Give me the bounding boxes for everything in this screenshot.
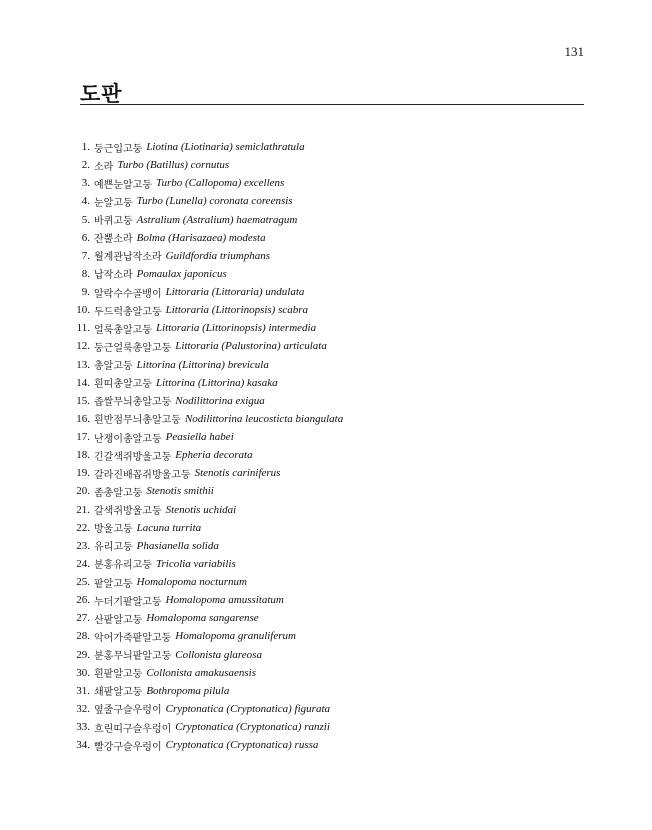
scientific-name: Epheria decorata xyxy=(175,449,253,462)
heading-rule xyxy=(80,104,584,105)
list-item xyxy=(0,627,343,645)
list-item xyxy=(0,646,343,664)
list-item xyxy=(0,501,343,519)
list-item xyxy=(0,464,343,482)
scientific-name: Cryptonatica (Cryptonatica) ranzii xyxy=(175,721,330,734)
korean-name: 눈알고둥 xyxy=(94,197,133,209)
korean-name: 빨강구슬우렁이 xyxy=(94,741,162,753)
item-number: 1. xyxy=(81,141,90,154)
korean-name: 팥알고둥 xyxy=(94,578,133,590)
scientific-name: Tricolia variabilis xyxy=(155,557,236,570)
species-list xyxy=(0,138,343,754)
korean-name: 긴갈색쥐방울고둥 xyxy=(94,451,172,463)
korean-name: 분홍유리고둥 xyxy=(94,560,152,572)
item-number: 32. xyxy=(76,702,90,715)
korean-name: 소라 xyxy=(94,161,114,173)
list-item xyxy=(0,482,343,500)
scientific-name: Turbo (Batillus) cornutus xyxy=(117,159,230,172)
list-item xyxy=(0,319,343,337)
korean-name: 쇄팥알고둥 xyxy=(94,687,143,699)
list-item xyxy=(0,537,343,555)
scientific-name: Nodilittorina leucosticta biangulata xyxy=(184,412,344,425)
scientific-name: Littorina (Littorina) brevicula xyxy=(136,358,269,371)
korean-name: 두드럭총알고둥 xyxy=(94,306,162,318)
korean-name: 예쁜눈알고둥 xyxy=(94,179,152,191)
item-number: 28. xyxy=(76,630,90,643)
scientific-name: Liotina (Liotinaria) semiclathratula xyxy=(146,141,305,154)
list-item xyxy=(0,138,343,156)
scientific-name: Homalopoma sangarense xyxy=(146,612,259,625)
item-number: 23. xyxy=(76,539,90,552)
list-item xyxy=(0,736,343,754)
list-item xyxy=(0,682,343,700)
list-item xyxy=(0,301,343,319)
list-item xyxy=(0,192,343,210)
item-number: 22. xyxy=(76,521,90,534)
item-number: 27. xyxy=(76,612,90,625)
item-number: 7. xyxy=(81,249,90,262)
scientific-name: Littoraria (Palustorina) articulata xyxy=(175,340,327,353)
scientific-name: Astralium (Astralium) haematragum xyxy=(136,213,298,226)
item-number: 17. xyxy=(76,431,90,444)
item-number: 18. xyxy=(76,449,90,462)
item-number: 25. xyxy=(76,576,90,589)
page-number: 131 xyxy=(564,44,584,59)
scientific-name: Littoraria (Littorinopsis) intermedia xyxy=(155,322,317,335)
list-item xyxy=(0,229,343,247)
item-number: 5. xyxy=(81,213,90,226)
korean-name: 납작소라 xyxy=(94,270,133,282)
item-number: 6. xyxy=(81,231,90,244)
scientific-name: Nodilittorina exigua xyxy=(175,394,265,407)
item-number: 26. xyxy=(76,594,90,607)
item-number: 34. xyxy=(76,739,90,752)
korean-name: 알락수수골뱅이 xyxy=(94,288,162,300)
scientific-name: Turbo (Lunella) coronata coreensis xyxy=(136,195,293,208)
item-number: 19. xyxy=(76,467,90,480)
list-item xyxy=(0,211,343,229)
scientific-name: Bolma (Harisazaea) modesta xyxy=(136,231,266,244)
list-item xyxy=(0,283,343,301)
list-item xyxy=(0,591,343,609)
item-number: 21. xyxy=(76,503,90,516)
scientific-name: Homalopoma nocturnum xyxy=(136,576,247,589)
item-number: 14. xyxy=(76,376,90,389)
scientific-name: Littoraria (Littorinopsis) scabra xyxy=(165,304,309,317)
scientific-name: Homalopoma granuliferum xyxy=(175,630,296,643)
list-item xyxy=(0,410,343,428)
item-number: 29. xyxy=(76,648,90,661)
list-item xyxy=(0,718,343,736)
item-number: 9. xyxy=(81,286,90,299)
korean-name: 흰팥알고둥 xyxy=(94,669,143,681)
list-item xyxy=(0,337,343,355)
item-number: 33. xyxy=(76,721,90,734)
scientific-name: Littorina (Littorina) kasaka xyxy=(155,376,278,389)
korean-name: 총알고둥 xyxy=(94,361,133,373)
scientific-name: Lacuna turrita xyxy=(136,521,202,534)
scientific-name: Stenotis uchidai xyxy=(165,503,237,516)
list-item xyxy=(0,247,343,265)
scientific-name: Pomaulax japonicus xyxy=(136,267,227,280)
korean-name: 둥근얼룩총알고둥 xyxy=(94,342,172,354)
item-number: 10. xyxy=(76,304,90,317)
item-number: 13. xyxy=(76,358,90,371)
scientific-name: Collonista glareosa xyxy=(175,648,262,661)
scientific-name: Phasianella solida xyxy=(136,539,219,552)
korean-name: 유리고둥 xyxy=(94,542,133,554)
list-item xyxy=(0,519,343,537)
list-item xyxy=(0,555,343,573)
scientific-name: Stenotis smithii xyxy=(146,485,214,498)
item-number: 30. xyxy=(76,666,90,679)
scientific-name: Guildfordia triumphans xyxy=(165,249,271,262)
korean-name: 갈색쥐방울고둥 xyxy=(94,506,162,518)
item-number: 4. xyxy=(81,195,90,208)
korean-name: 분홍무늬팥알고둥 xyxy=(94,651,172,663)
list-item xyxy=(0,446,343,464)
scientific-name: Homalopoma amussitatum xyxy=(165,594,284,607)
list-item xyxy=(0,356,343,374)
item-number: 8. xyxy=(81,267,90,280)
item-number: 11. xyxy=(76,322,90,335)
list-item xyxy=(0,609,343,627)
korean-name: 난쟁이총알고둥 xyxy=(94,433,162,445)
item-number: 15. xyxy=(76,394,90,407)
korean-name: 월계관납작소라 xyxy=(94,252,162,264)
list-item xyxy=(0,174,343,192)
korean-name: 흐린띠구슬우렁이 xyxy=(94,723,172,735)
korean-name: 산팥알고둥 xyxy=(94,614,143,626)
scientific-name: Cryptonatica (Cryptonatica) figurata xyxy=(165,702,331,715)
list-item xyxy=(0,664,343,682)
korean-name: 갈라진배꼽쥐방울고둥 xyxy=(94,469,191,481)
korean-name: 좁쌀무늬총알고둥 xyxy=(94,397,172,409)
scientific-name: Turbo (Callopoma) excellens xyxy=(155,177,285,190)
item-number: 31. xyxy=(76,684,90,697)
scientific-name: Collonista amakusaensis xyxy=(146,666,257,679)
korean-name: 악어가죽팥알고둥 xyxy=(94,632,172,644)
list-item xyxy=(0,156,343,174)
korean-name: 방울고둥 xyxy=(94,524,133,536)
list-item xyxy=(0,265,343,283)
korean-name: 얼룩총알고둥 xyxy=(94,324,152,336)
item-number: 2. xyxy=(81,159,90,172)
scientific-name: Cryptonatica (Cryptonatica) russa xyxy=(165,739,319,752)
item-number: 24. xyxy=(76,557,90,570)
scientific-name: Peasiella habei xyxy=(165,431,234,444)
korean-name: 바퀴고둥 xyxy=(94,216,133,228)
list-item xyxy=(0,700,343,718)
list-item xyxy=(0,392,343,410)
item-number: 12. xyxy=(76,340,90,353)
scientific-name: Bothropoma pilula xyxy=(146,684,230,697)
list-item xyxy=(0,374,343,392)
korean-name: 누더기팥알고둥 xyxy=(94,596,162,608)
list-item xyxy=(0,428,343,446)
korean-name: 흰띠총알고둥 xyxy=(94,379,152,391)
korean-name: 좀총알고둥 xyxy=(94,487,143,499)
korean-name: 흰반점무늬총알고둥 xyxy=(94,415,181,427)
list-item xyxy=(0,573,343,591)
korean-name: 잔뿔소라 xyxy=(94,234,133,246)
korean-name: 둥근입고둥 xyxy=(94,143,143,155)
page-heading: 도판 xyxy=(80,82,123,106)
scientific-name: Littoraria (Littoraria) undulata xyxy=(165,286,305,299)
scientific-name: Stenotis cariniferus xyxy=(194,467,281,480)
item-number: 3. xyxy=(81,177,90,190)
item-number: 16. xyxy=(76,412,90,425)
item-number: 20. xyxy=(76,485,90,498)
korean-name: 옆줄구슬우렁이 xyxy=(94,705,162,717)
